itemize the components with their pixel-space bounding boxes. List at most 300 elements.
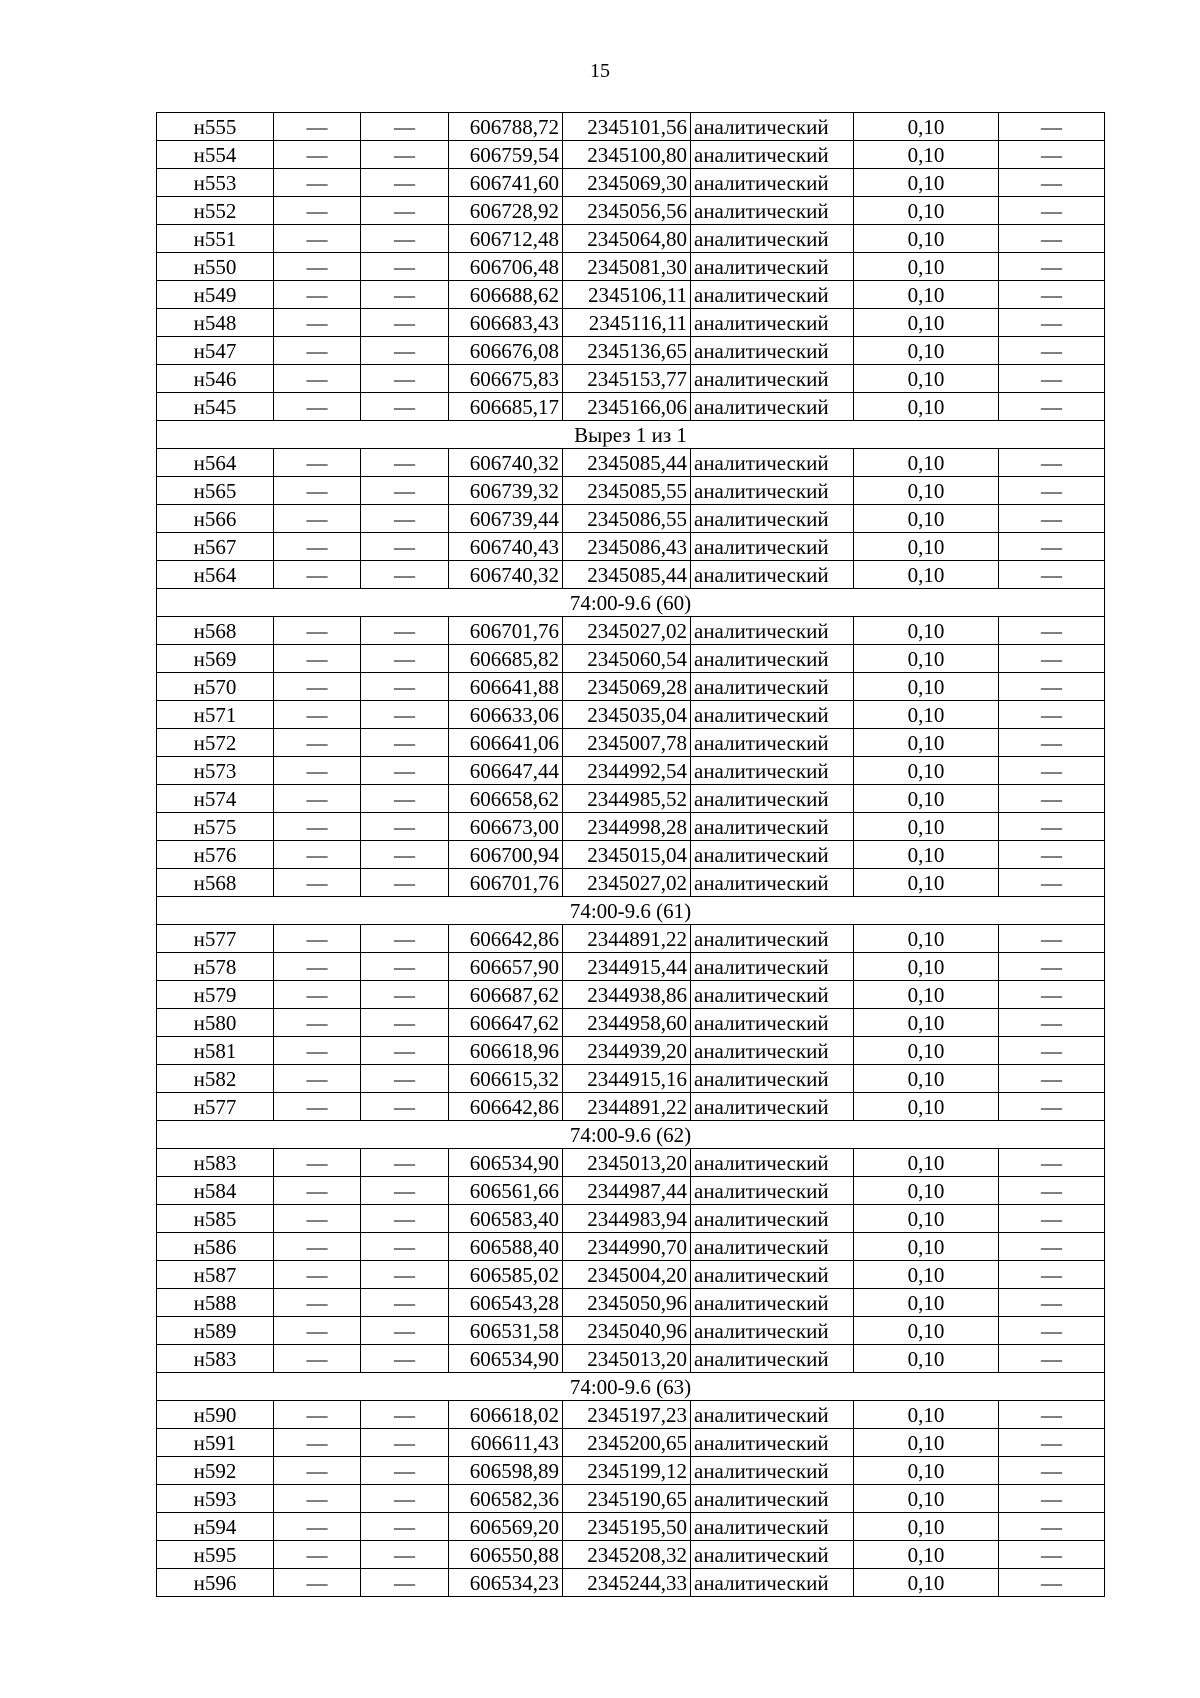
empty-value-cell: — bbox=[999, 365, 1105, 393]
section-title: 74:00-9.6 (63) bbox=[157, 1373, 1105, 1401]
table-row bbox=[157, 1065, 1105, 1093]
table-row bbox=[157, 841, 1105, 869]
method-cell: аналитический bbox=[691, 1513, 854, 1541]
y-coordinate-cell: 2344998,28 bbox=[563, 813, 691, 841]
empty-value-cell: — bbox=[274, 1009, 361, 1037]
empty-value-cell: — bbox=[361, 169, 449, 197]
point-name-cell: н582 bbox=[157, 1065, 274, 1093]
y-coordinate-cell: 2344990,70 bbox=[563, 1233, 691, 1261]
method-cell: аналитический bbox=[691, 281, 854, 309]
empty-value-cell: — bbox=[999, 1065, 1105, 1093]
empty-value-cell: — bbox=[361, 533, 449, 561]
point-name-cell: н576 bbox=[157, 841, 274, 869]
table-row bbox=[157, 1401, 1105, 1429]
x-coordinate-cell: 606569,20 bbox=[449, 1513, 563, 1541]
accuracy-cell: 0,10 bbox=[854, 1037, 999, 1065]
x-coordinate-cell: 606618,96 bbox=[449, 1037, 563, 1065]
y-coordinate-cell: 2345086,55 bbox=[563, 505, 691, 533]
y-coordinate-cell: 2345244,33 bbox=[563, 1569, 691, 1597]
point-name-cell: н564 bbox=[157, 449, 274, 477]
method-cell: аналитический bbox=[691, 617, 854, 645]
table-row bbox=[157, 757, 1105, 785]
accuracy-cell: 0,10 bbox=[854, 169, 999, 197]
y-coordinate-cell: 2345101,56 bbox=[563, 113, 691, 141]
y-coordinate-cell: 2345013,20 bbox=[563, 1345, 691, 1373]
empty-value-cell: — bbox=[361, 449, 449, 477]
empty-value-cell: — bbox=[274, 925, 361, 953]
y-coordinate-cell: 2345069,30 bbox=[563, 169, 691, 197]
empty-value-cell: — bbox=[999, 1289, 1105, 1317]
method-cell: аналитический bbox=[691, 757, 854, 785]
table-row bbox=[157, 1317, 1105, 1345]
empty-value-cell: — bbox=[274, 1261, 361, 1289]
table-row bbox=[157, 1429, 1105, 1457]
y-coordinate-cell: 2345106,11 bbox=[563, 281, 691, 309]
x-coordinate-cell: 606588,40 bbox=[449, 1233, 563, 1261]
accuracy-cell: 0,10 bbox=[854, 309, 999, 337]
empty-value-cell: — bbox=[361, 1429, 449, 1457]
empty-value-cell: — bbox=[274, 645, 361, 673]
table-row bbox=[157, 505, 1105, 533]
table-row bbox=[157, 169, 1105, 197]
empty-value-cell: — bbox=[274, 1513, 361, 1541]
accuracy-cell: 0,10 bbox=[854, 253, 999, 281]
empty-value-cell: — bbox=[999, 813, 1105, 841]
empty-value-cell: — bbox=[274, 1037, 361, 1065]
empty-value-cell: — bbox=[274, 869, 361, 897]
x-coordinate-cell: 606740,32 bbox=[449, 449, 563, 477]
accuracy-cell: 0,10 bbox=[854, 393, 999, 421]
point-name-cell: н584 bbox=[157, 1177, 274, 1205]
x-coordinate-cell: 606706,48 bbox=[449, 253, 563, 281]
empty-value-cell: — bbox=[274, 449, 361, 477]
y-coordinate-cell: 2344938,86 bbox=[563, 981, 691, 1009]
x-coordinate-cell: 606741,60 bbox=[449, 169, 563, 197]
empty-value-cell: — bbox=[361, 1345, 449, 1373]
y-coordinate-cell: 2345085,44 bbox=[563, 449, 691, 477]
accuracy-cell: 0,10 bbox=[854, 1233, 999, 1261]
empty-value-cell: — bbox=[361, 1037, 449, 1065]
x-coordinate-cell: 606673,00 bbox=[449, 813, 563, 841]
empty-value-cell: — bbox=[361, 1401, 449, 1429]
empty-value-cell: — bbox=[361, 1485, 449, 1513]
empty-value-cell: — bbox=[274, 197, 361, 225]
empty-value-cell: — bbox=[361, 729, 449, 757]
empty-value-cell: — bbox=[999, 1569, 1105, 1597]
empty-value-cell: — bbox=[361, 1513, 449, 1541]
table-row bbox=[157, 1261, 1105, 1289]
accuracy-cell: 0,10 bbox=[854, 449, 999, 477]
empty-value-cell: — bbox=[361, 1233, 449, 1261]
empty-value-cell: — bbox=[274, 477, 361, 505]
y-coordinate-cell: 2344891,22 bbox=[563, 1093, 691, 1121]
method-cell: аналитический bbox=[691, 673, 854, 701]
empty-value-cell: — bbox=[361, 1009, 449, 1037]
point-name-cell: н568 bbox=[157, 617, 274, 645]
method-cell: аналитический bbox=[691, 169, 854, 197]
empty-value-cell: — bbox=[274, 673, 361, 701]
method-cell: аналитический bbox=[691, 841, 854, 869]
empty-value-cell: — bbox=[361, 1261, 449, 1289]
x-coordinate-cell: 606550,88 bbox=[449, 1541, 563, 1569]
method-cell: аналитический bbox=[691, 1457, 854, 1485]
empty-value-cell: — bbox=[999, 1541, 1105, 1569]
x-coordinate-cell: 606728,92 bbox=[449, 197, 563, 225]
point-name-cell: н577 bbox=[157, 1093, 274, 1121]
empty-value-cell: — bbox=[999, 1261, 1105, 1289]
empty-value-cell: — bbox=[999, 953, 1105, 981]
y-coordinate-cell: 2345081,30 bbox=[563, 253, 691, 281]
y-coordinate-cell: 2345035,04 bbox=[563, 701, 691, 729]
accuracy-cell: 0,10 bbox=[854, 1261, 999, 1289]
accuracy-cell: 0,10 bbox=[854, 141, 999, 169]
table-row bbox=[157, 533, 1105, 561]
accuracy-cell: 0,10 bbox=[854, 477, 999, 505]
method-cell: аналитический bbox=[691, 925, 854, 953]
y-coordinate-cell: 2345166,06 bbox=[563, 393, 691, 421]
table-row bbox=[157, 785, 1105, 813]
y-coordinate-cell: 2344985,52 bbox=[563, 785, 691, 813]
point-name-cell: н585 bbox=[157, 1205, 274, 1233]
empty-value-cell: — bbox=[274, 1149, 361, 1177]
section-title: 74:00-9.6 (60) bbox=[157, 589, 1105, 617]
method-cell: аналитический bbox=[691, 225, 854, 253]
y-coordinate-cell: 2345190,65 bbox=[563, 1485, 691, 1513]
method-cell: аналитический bbox=[691, 561, 854, 589]
empty-value-cell: — bbox=[361, 1205, 449, 1233]
empty-value-cell: — bbox=[999, 1457, 1105, 1485]
point-name-cell: н590 bbox=[157, 1401, 274, 1429]
empty-value-cell: — bbox=[361, 925, 449, 953]
y-coordinate-cell: 2345069,28 bbox=[563, 673, 691, 701]
point-name-cell: н579 bbox=[157, 981, 274, 1009]
y-coordinate-cell: 2345050,96 bbox=[563, 1289, 691, 1317]
y-coordinate-cell: 2344939,20 bbox=[563, 1037, 691, 1065]
empty-value-cell: — bbox=[999, 1093, 1105, 1121]
empty-value-cell: — bbox=[361, 113, 449, 141]
empty-value-cell: — bbox=[999, 925, 1105, 953]
method-cell: аналитический bbox=[691, 1037, 854, 1065]
method-cell: аналитический bbox=[691, 953, 854, 981]
point-name-cell: н575 bbox=[157, 813, 274, 841]
table-row bbox=[157, 981, 1105, 1009]
empty-value-cell: — bbox=[274, 225, 361, 253]
empty-value-cell: — bbox=[361, 197, 449, 225]
empty-value-cell: — bbox=[999, 673, 1105, 701]
empty-value-cell: — bbox=[361, 869, 449, 897]
empty-value-cell: — bbox=[274, 701, 361, 729]
x-coordinate-cell: 606642,86 bbox=[449, 925, 563, 953]
point-name-cell: н570 bbox=[157, 673, 274, 701]
empty-value-cell: — bbox=[999, 757, 1105, 785]
empty-value-cell: — bbox=[361, 1317, 449, 1345]
table-row bbox=[157, 729, 1105, 757]
y-coordinate-cell: 2345136,65 bbox=[563, 337, 691, 365]
empty-value-cell: — bbox=[361, 1541, 449, 1569]
point-name-cell: н551 bbox=[157, 225, 274, 253]
empty-value-cell: — bbox=[999, 645, 1105, 673]
empty-value-cell: — bbox=[361, 841, 449, 869]
empty-value-cell: — bbox=[361, 757, 449, 785]
empty-value-cell: — bbox=[999, 393, 1105, 421]
x-coordinate-cell: 606582,36 bbox=[449, 1485, 563, 1513]
accuracy-cell: 0,10 bbox=[854, 1317, 999, 1345]
empty-value-cell: — bbox=[274, 393, 361, 421]
empty-value-cell: — bbox=[999, 113, 1105, 141]
method-cell: аналитический bbox=[691, 1289, 854, 1317]
empty-value-cell: — bbox=[361, 1093, 449, 1121]
point-name-cell: н592 bbox=[157, 1457, 274, 1485]
coordinates-table bbox=[156, 112, 1105, 1597]
accuracy-cell: 0,10 bbox=[854, 1289, 999, 1317]
point-name-cell: н566 bbox=[157, 505, 274, 533]
table-row bbox=[157, 1485, 1105, 1513]
empty-value-cell: — bbox=[274, 729, 361, 757]
accuracy-cell: 0,10 bbox=[854, 225, 999, 253]
x-coordinate-cell: 606740,43 bbox=[449, 533, 563, 561]
empty-value-cell: — bbox=[999, 1317, 1105, 1345]
x-coordinate-cell: 606701,76 bbox=[449, 617, 563, 645]
table-row bbox=[157, 1541, 1105, 1569]
accuracy-cell: 0,10 bbox=[854, 533, 999, 561]
empty-value-cell: — bbox=[361, 225, 449, 253]
empty-value-cell: — bbox=[999, 477, 1105, 505]
empty-value-cell: — bbox=[999, 1177, 1105, 1205]
accuracy-cell: 0,10 bbox=[854, 1541, 999, 1569]
empty-value-cell: — bbox=[999, 253, 1105, 281]
table-row bbox=[157, 365, 1105, 393]
accuracy-cell: 0,10 bbox=[854, 1149, 999, 1177]
y-coordinate-cell: 2345197,23 bbox=[563, 1401, 691, 1429]
method-cell: аналитический bbox=[691, 1485, 854, 1513]
x-coordinate-cell: 606687,62 bbox=[449, 981, 563, 1009]
empty-value-cell: — bbox=[361, 1569, 449, 1597]
empty-value-cell: — bbox=[361, 981, 449, 1009]
accuracy-cell: 0,10 bbox=[854, 1457, 999, 1485]
empty-value-cell: — bbox=[999, 1429, 1105, 1457]
x-coordinate-cell: 606561,66 bbox=[449, 1177, 563, 1205]
empty-value-cell: — bbox=[274, 337, 361, 365]
method-cell: аналитический bbox=[691, 253, 854, 281]
empty-value-cell: — bbox=[274, 533, 361, 561]
empty-value-cell: — bbox=[361, 281, 449, 309]
x-coordinate-cell: 606633,06 bbox=[449, 701, 563, 729]
method-cell: аналитический bbox=[691, 785, 854, 813]
table-row bbox=[157, 1289, 1105, 1317]
table-row bbox=[157, 1009, 1105, 1037]
y-coordinate-cell: 2345013,20 bbox=[563, 1149, 691, 1177]
empty-value-cell: — bbox=[274, 561, 361, 589]
empty-value-cell: — bbox=[274, 141, 361, 169]
x-coordinate-cell: 606598,89 bbox=[449, 1457, 563, 1485]
empty-value-cell: — bbox=[274, 253, 361, 281]
empty-value-cell: — bbox=[274, 1289, 361, 1317]
table-row bbox=[157, 1037, 1105, 1065]
accuracy-cell: 0,10 bbox=[854, 1569, 999, 1597]
table-row bbox=[157, 1513, 1105, 1541]
method-cell: аналитический bbox=[691, 1065, 854, 1093]
empty-value-cell: — bbox=[361, 701, 449, 729]
point-name-cell: н580 bbox=[157, 1009, 274, 1037]
method-cell: аналитический bbox=[691, 1569, 854, 1597]
table-row bbox=[157, 1569, 1105, 1597]
x-coordinate-cell: 606683,43 bbox=[449, 309, 563, 337]
y-coordinate-cell: 2345200,65 bbox=[563, 1429, 691, 1457]
method-cell: аналитический bbox=[691, 1429, 854, 1457]
empty-value-cell: — bbox=[361, 365, 449, 393]
empty-value-cell: — bbox=[999, 729, 1105, 757]
table-row bbox=[157, 1177, 1105, 1205]
empty-value-cell: — bbox=[274, 113, 361, 141]
empty-value-cell: — bbox=[274, 1177, 361, 1205]
method-cell: аналитический bbox=[691, 337, 854, 365]
empty-value-cell: — bbox=[999, 225, 1105, 253]
empty-value-cell: — bbox=[274, 813, 361, 841]
x-coordinate-cell: 606658,62 bbox=[449, 785, 563, 813]
empty-value-cell: — bbox=[999, 617, 1105, 645]
empty-value-cell: — bbox=[361, 1149, 449, 1177]
x-coordinate-cell: 606615,32 bbox=[449, 1065, 563, 1093]
point-name-cell: н574 bbox=[157, 785, 274, 813]
accuracy-cell: 0,10 bbox=[854, 953, 999, 981]
empty-value-cell: — bbox=[274, 617, 361, 645]
x-coordinate-cell: 606688,62 bbox=[449, 281, 563, 309]
empty-value-cell: — bbox=[274, 505, 361, 533]
point-name-cell: н548 bbox=[157, 309, 274, 337]
x-coordinate-cell: 606641,88 bbox=[449, 673, 563, 701]
empty-value-cell: — bbox=[999, 141, 1105, 169]
method-cell: аналитический bbox=[691, 1177, 854, 1205]
empty-value-cell: — bbox=[999, 337, 1105, 365]
point-name-cell: н595 bbox=[157, 1541, 274, 1569]
accuracy-cell: 0,10 bbox=[854, 281, 999, 309]
y-coordinate-cell: 2345056,56 bbox=[563, 197, 691, 225]
x-coordinate-cell: 606740,32 bbox=[449, 561, 563, 589]
method-cell: аналитический bbox=[691, 197, 854, 225]
method-cell: аналитический bbox=[691, 1317, 854, 1345]
x-coordinate-cell: 606712,48 bbox=[449, 225, 563, 253]
y-coordinate-cell: 2344958,60 bbox=[563, 1009, 691, 1037]
empty-value-cell: — bbox=[361, 1457, 449, 1485]
x-coordinate-cell: 606611,43 bbox=[449, 1429, 563, 1457]
y-coordinate-cell: 2344891,22 bbox=[563, 925, 691, 953]
point-name-cell: н569 bbox=[157, 645, 274, 673]
accuracy-cell: 0,10 bbox=[854, 785, 999, 813]
x-coordinate-cell: 606534,23 bbox=[449, 1569, 563, 1597]
table-row bbox=[157, 1093, 1105, 1121]
method-cell: аналитический bbox=[691, 505, 854, 533]
point-name-cell: н564 bbox=[157, 561, 274, 589]
empty-value-cell: — bbox=[361, 673, 449, 701]
x-coordinate-cell: 606647,44 bbox=[449, 757, 563, 785]
point-name-cell: н568 bbox=[157, 869, 274, 897]
empty-value-cell: — bbox=[999, 197, 1105, 225]
method-cell: аналитический bbox=[691, 1261, 854, 1289]
empty-value-cell: — bbox=[274, 1401, 361, 1429]
empty-value-cell: — bbox=[274, 1541, 361, 1569]
accuracy-cell: 0,10 bbox=[854, 869, 999, 897]
page-number: 15 bbox=[590, 60, 610, 82]
accuracy-cell: 0,10 bbox=[854, 701, 999, 729]
empty-value-cell: — bbox=[999, 309, 1105, 337]
y-coordinate-cell: 2345040,96 bbox=[563, 1317, 691, 1345]
x-coordinate-cell: 606759,54 bbox=[449, 141, 563, 169]
empty-value-cell: — bbox=[999, 1009, 1105, 1037]
empty-value-cell: — bbox=[361, 141, 449, 169]
empty-value-cell: — bbox=[274, 169, 361, 197]
method-cell: аналитический bbox=[691, 1093, 854, 1121]
point-name-cell: н545 bbox=[157, 393, 274, 421]
empty-value-cell: — bbox=[361, 505, 449, 533]
table-row bbox=[157, 281, 1105, 309]
empty-value-cell: — bbox=[274, 981, 361, 1009]
x-coordinate-cell: 606788,72 bbox=[449, 113, 563, 141]
method-cell: аналитический bbox=[691, 869, 854, 897]
y-coordinate-cell: 2344992,54 bbox=[563, 757, 691, 785]
empty-value-cell: — bbox=[274, 841, 361, 869]
empty-value-cell: — bbox=[274, 309, 361, 337]
point-name-cell: н591 bbox=[157, 1429, 274, 1457]
point-name-cell: н550 bbox=[157, 253, 274, 281]
point-name-cell: н577 bbox=[157, 925, 274, 953]
accuracy-cell: 0,10 bbox=[854, 365, 999, 393]
empty-value-cell: — bbox=[361, 1289, 449, 1317]
accuracy-cell: 0,10 bbox=[854, 729, 999, 757]
table-row bbox=[157, 1205, 1105, 1233]
x-coordinate-cell: 606657,90 bbox=[449, 953, 563, 981]
y-coordinate-cell: 2345100,80 bbox=[563, 141, 691, 169]
y-coordinate-cell: 2344987,44 bbox=[563, 1177, 691, 1205]
table-row bbox=[157, 141, 1105, 169]
table-row bbox=[157, 561, 1105, 589]
accuracy-cell: 0,10 bbox=[854, 197, 999, 225]
empty-value-cell: — bbox=[361, 253, 449, 281]
point-name-cell: н555 bbox=[157, 113, 274, 141]
y-coordinate-cell: 2345153,77 bbox=[563, 365, 691, 393]
point-name-cell: н596 bbox=[157, 1569, 274, 1597]
empty-value-cell: — bbox=[274, 281, 361, 309]
point-name-cell: н572 bbox=[157, 729, 274, 757]
table-row bbox=[157, 701, 1105, 729]
y-coordinate-cell: 2345064,80 bbox=[563, 225, 691, 253]
point-name-cell: н546 bbox=[157, 365, 274, 393]
section-row bbox=[157, 897, 1105, 925]
empty-value-cell: — bbox=[361, 1065, 449, 1093]
x-coordinate-cell: 606675,83 bbox=[449, 365, 563, 393]
table-row bbox=[157, 225, 1105, 253]
method-cell: аналитический bbox=[691, 729, 854, 757]
empty-value-cell: — bbox=[274, 1429, 361, 1457]
point-name-cell: н573 bbox=[157, 757, 274, 785]
y-coordinate-cell: 2344915,44 bbox=[563, 953, 691, 981]
table-row bbox=[157, 477, 1105, 505]
table-row bbox=[157, 1457, 1105, 1485]
empty-value-cell: — bbox=[361, 393, 449, 421]
point-name-cell: н587 bbox=[157, 1261, 274, 1289]
x-coordinate-cell: 606534,90 bbox=[449, 1149, 563, 1177]
empty-value-cell: — bbox=[999, 533, 1105, 561]
table-row bbox=[157, 197, 1105, 225]
point-name-cell: н593 bbox=[157, 1485, 274, 1513]
point-name-cell: н553 bbox=[157, 169, 274, 197]
point-name-cell: н583 bbox=[157, 1149, 274, 1177]
empty-value-cell: — bbox=[361, 617, 449, 645]
accuracy-cell: 0,10 bbox=[854, 1093, 999, 1121]
section-row bbox=[157, 589, 1105, 617]
empty-value-cell: — bbox=[999, 1513, 1105, 1541]
method-cell: аналитический bbox=[691, 1401, 854, 1429]
accuracy-cell: 0,10 bbox=[854, 673, 999, 701]
